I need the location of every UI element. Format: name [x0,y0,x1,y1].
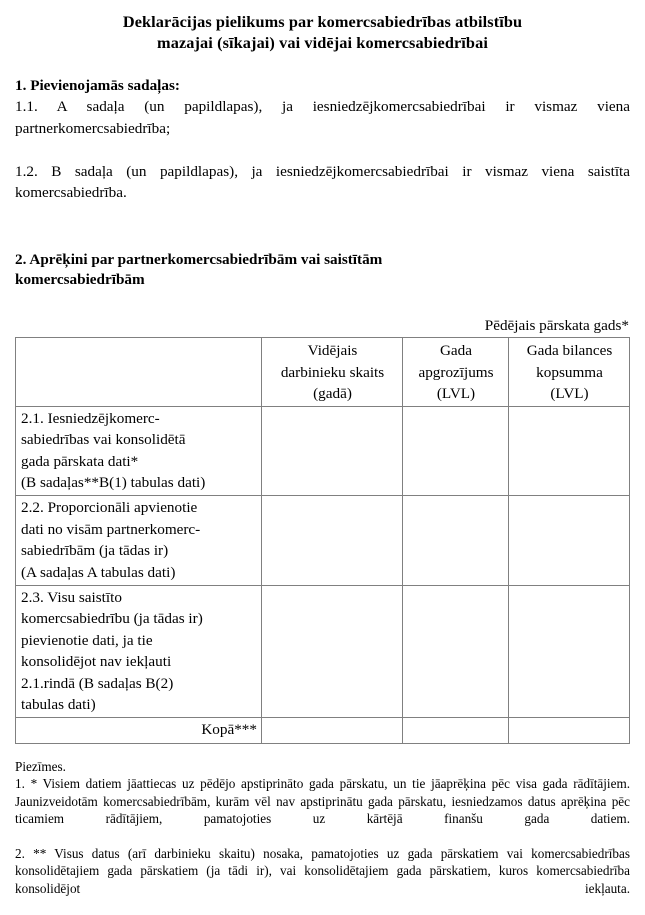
note-item-2: 2. ** Visus datus (arī darbinieku skaitu) nosaka, pamatojoties uz gada pārskatiem vai komercsabiedrības konsolidētajiem gada pārskatiem (ja tādi ir), vai konsolidētajiem gada pārskatiem, kuros komercsabiedrība konsolidējot iekļauta. [15,845,630,896]
row-2-2-balance-value[interactable] [509,496,630,586]
section-2-heading-line-2: komercsabiedrībām [15,271,145,288]
row-2-3-turnover-value[interactable] [403,586,509,718]
table-header-cell-employees [262,338,403,407]
row-2-3-line-4: konsolidējot nav iekļauti [21,653,172,671]
row-2-3-balance-value[interactable] [509,586,630,718]
header-balance-line-2: kopsumma [536,363,603,381]
document-title-line-2: mazajai (sīkajai) vai vidējai komercsabiedrībai [157,33,488,52]
table-header-cell-turnover [403,338,509,407]
table-caption-wrapper [15,316,630,337]
row-2-3-line-3: pievienotie dati, ja tie [21,631,153,649]
row-2-2-description [16,496,262,586]
row-2-1-line-4: (B sadaļas**B(1) tabulas dati) [21,474,206,491]
header-balance-line-1: Gada bilances [526,342,613,359]
document-title-line-1: Deklarācijas pielikums par komercsabiedrības atbilstību [122,12,523,31]
table-header-row [16,338,630,407]
header-employees-line-2: darbinieku skaits [280,363,385,381]
table-row [16,586,630,718]
row-2-1-turnover-value[interactable] [403,406,509,496]
row-2-2-turnover-value[interactable] [403,496,509,586]
note-item-1: 1. * Visiem datiem jāattiecas uz pēdējo apstiprināto gada pārskatu, un tie jāaprēķina pēc visa gada rādītājiem. Jaunizveidotām komercsabiedrībām, kurām vēl nav apstiprinātu gada pārskatu, iesniedzamos datus aprēķina pēc ticamiem rādītājiem, pamatojoties uz kārtējā finanšu gada datiem. [15,776,630,827]
header-employees-line-3: (gadā) [313,385,352,403]
row-2-3-line-1: 2.3. Visu saistīto [21,589,122,607]
document-content [15,0,630,915]
total-turnover-value[interactable] [403,718,509,743]
notes-title: Piezīmes. [15,758,66,774]
row-2-1-line-3: gada pārskata dati* [21,452,139,470]
notes-section [15,758,630,915]
table-row [16,406,630,496]
header-employees-line-1: Vidējais [307,342,358,359]
header-balance-line-3: (LVL) [550,385,589,403]
table-row [16,496,630,586]
row-2-1-line-1: 2.1. Iesniedzējkomerc- [21,409,160,427]
row-2-1-description [16,406,262,496]
section-1-heading: 1. Pievienojamās sadaļas: [15,77,180,94]
header-turnover-line-3: (LVL) [436,385,476,403]
table-header [16,338,630,407]
row-2-1-line-2: sabiedrības vai konsolidētā [21,431,186,449]
row-2-2-line-2: dati no visām partnerkomerc- [21,520,201,538]
table-header-cell-description [16,338,262,407]
row-2-1-balance-value[interactable] [509,406,630,496]
header-turnover-line-2: apgrozījums [418,363,494,381]
row-2-3-line-6: tabulas dati) [21,696,96,714]
table-header-cell-balance [509,338,630,407]
row-2-3-employees-value[interactable] [262,586,403,718]
row-2-2-employees-value[interactable] [262,496,403,586]
total-row-label: Kopā*** [16,718,262,743]
section-1-item-2: 1.2. B sadaļa (un papildlapas), ja iesniedzējkomercsabiedrībai ir vismaz viena saistīta komercsabiedrība. [15,162,630,201]
row-2-2-line-3: sabiedrībām (ja tādas ir) [21,542,169,560]
row-2-3-line-2: komercsabiedrību (ja tādas ir) [21,610,203,628]
table-body [16,406,630,743]
header-turnover-line-1: Gada [439,342,473,359]
table-caption: Pēdējais pārskata gads* [484,317,629,334]
table-total-row [16,718,630,743]
calculations-table [15,337,630,744]
row-2-2-line-1: 2.2. Proporcionāli apvienotie [21,499,198,517]
row-2-2-line-4: (A sadaļas A tabulas dati) [21,563,176,581]
row-2-3-description [16,586,262,718]
section-2-heading-line-1: 2. Aprēķini par partnerkomercsabiedrībām vai saistītām [15,251,383,268]
total-balance-value[interactable] [509,718,630,743]
total-employees-value[interactable] [262,718,403,743]
row-2-3-line-5: 2.1.rindā (B sadaļas B(2) [21,674,174,692]
section-1-item-1: 1.1. A sadaļa (un papildlapas), ja iesniedzējkomercsabiedrībai ir vismaz viena partnerkomercsabiedrība; [15,98,630,137]
section-2-heading [15,250,630,290]
document-title [15,11,630,53]
row-2-1-employees-value[interactable] [262,406,403,496]
